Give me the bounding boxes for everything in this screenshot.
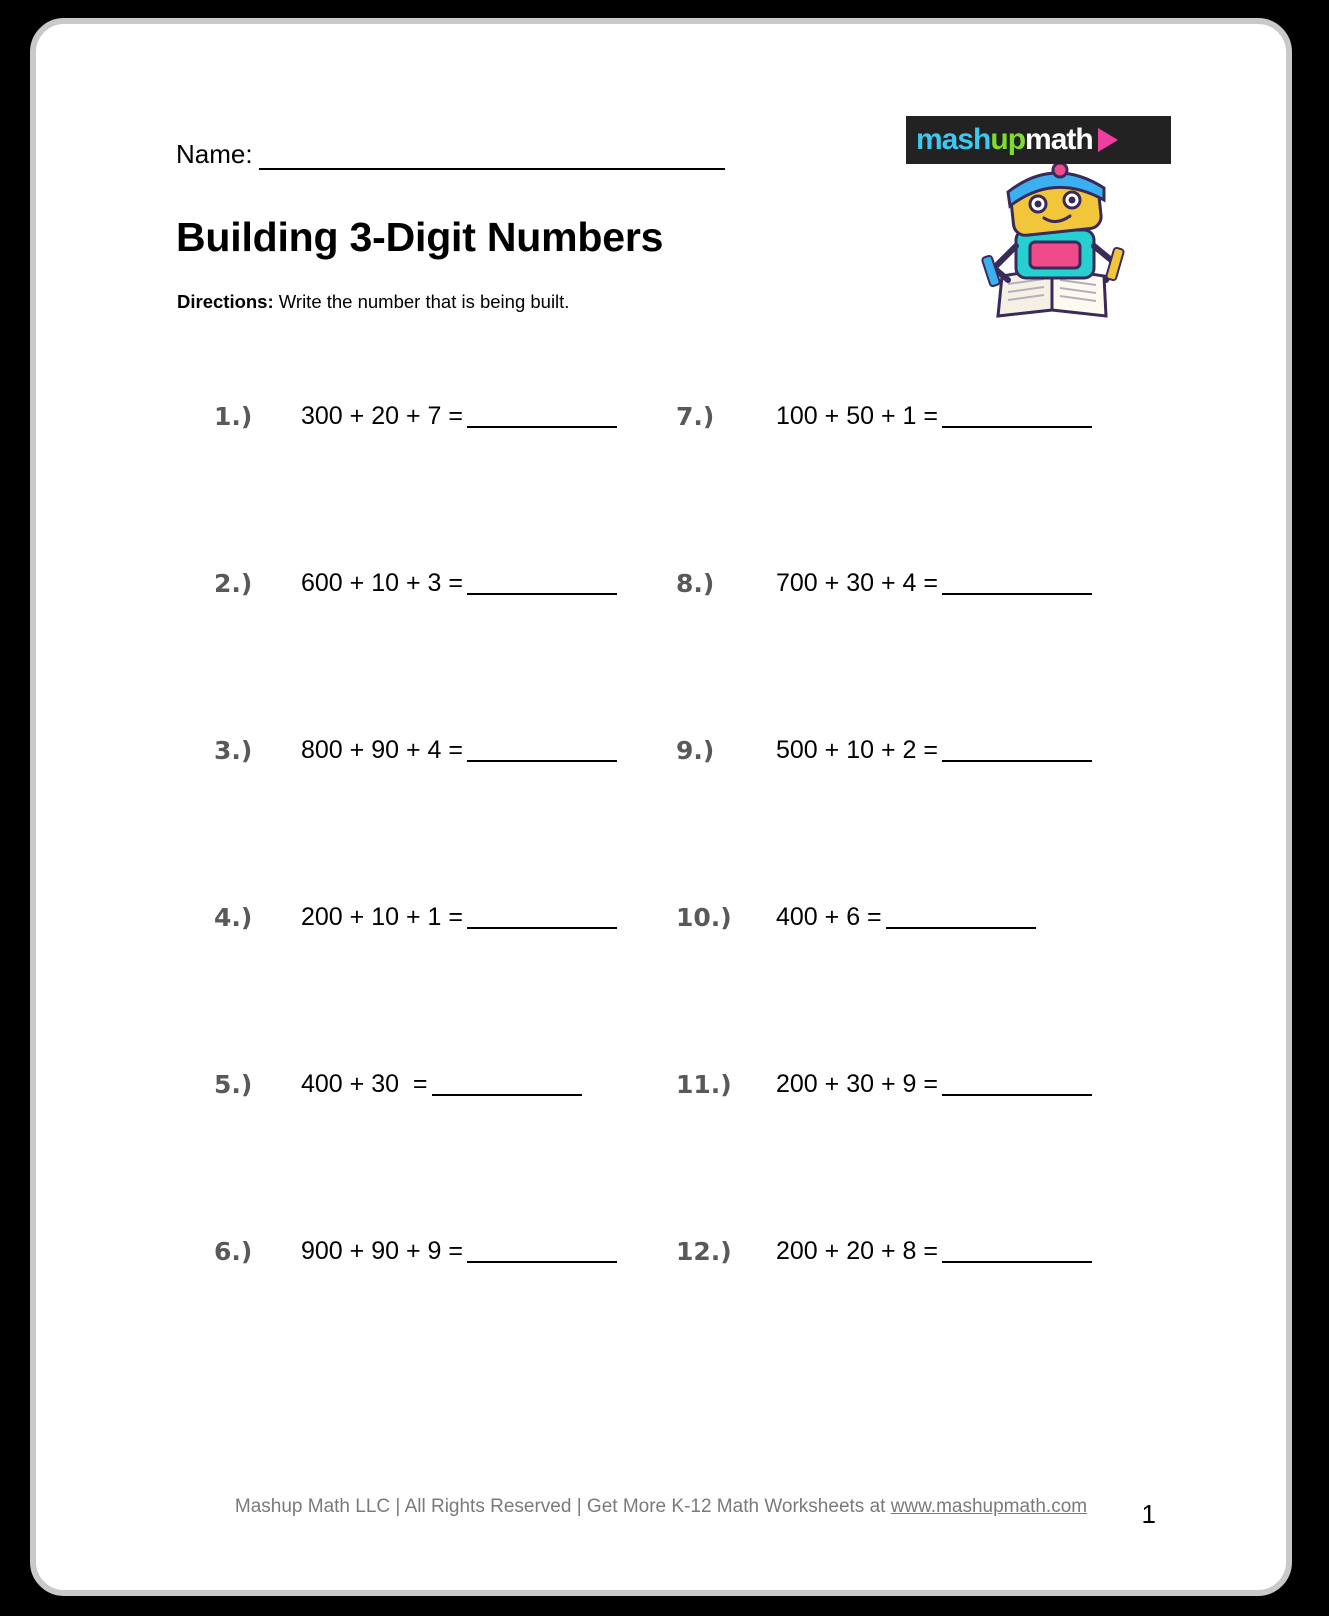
problem-item	[656, 1209, 1156, 1376]
answer-blank[interactable]	[467, 1239, 617, 1263]
problem-expression	[776, 736, 1092, 765]
problems-column-left	[186, 374, 656, 1376]
problem-expression	[776, 402, 1092, 431]
answer-blank[interactable]	[886, 905, 1036, 929]
worksheet-page	[30, 18, 1292, 1596]
problem-expression-text: 500 + 10 + 2 =	[776, 736, 938, 764]
problem-expression	[301, 1070, 582, 1099]
problem-number: 5.)	[214, 1070, 253, 1099]
problem-item	[186, 875, 656, 1042]
problem-expression	[301, 402, 617, 431]
footer-link[interactable]: www.mashupmath.com	[890, 1496, 1088, 1517]
answer-blank[interactable]	[467, 571, 617, 595]
answer-blank[interactable]	[942, 738, 1092, 762]
problem-number: 6.)	[214, 1237, 253, 1266]
footer-text: Mashup Math LLC | All Rights Reserved | Get More K-12 Math Worksheets at	[234, 1496, 891, 1517]
problem-expression-text: 300 + 20 + 7 =	[301, 402, 463, 430]
problem-expression-text: 200 + 10 + 1 =	[301, 903, 463, 931]
directions-text: Write the number that is being built.	[273, 291, 570, 312]
problem-item	[186, 1209, 656, 1376]
logo-text-mash: mash	[916, 123, 991, 156]
problem-number: 1.)	[214, 402, 253, 431]
problem-item	[186, 708, 656, 875]
problem-item	[656, 875, 1156, 1042]
answer-blank[interactable]	[942, 571, 1092, 595]
name-field-row	[176, 139, 725, 170]
name-input-line[interactable]	[259, 140, 725, 170]
robot-reading-book-icon	[964, 164, 1144, 324]
directions-label: Directions:	[177, 291, 274, 312]
problem-expression	[301, 736, 617, 765]
answer-blank[interactable]	[432, 1072, 582, 1096]
play-triangle-icon	[1098, 128, 1118, 152]
answer-blank[interactable]	[467, 905, 617, 929]
problem-expression-text: 400 + 6 =	[776, 903, 882, 931]
problem-item	[656, 374, 1156, 541]
problem-number: 10.)	[676, 903, 732, 932]
problem-expression-text: 200 + 20 + 8 =	[776, 1237, 938, 1265]
problem-expression	[776, 1070, 1092, 1099]
problem-expression-text: 700 + 30 + 4 =	[776, 569, 938, 597]
problem-expression-text: 400 + 30 =	[301, 1070, 428, 1098]
answer-blank[interactable]	[467, 738, 617, 762]
problem-expression	[301, 1237, 617, 1266]
problem-item	[186, 374, 656, 541]
problem-expression	[776, 903, 1036, 932]
brand-logo	[876, 116, 1176, 331]
logo-bar	[906, 116, 1171, 164]
problem-item	[656, 708, 1156, 875]
problem-expression-text: 600 + 10 + 3 =	[301, 569, 463, 597]
problem-number: 2.)	[214, 569, 253, 598]
problem-expression	[301, 569, 617, 598]
problem-expression	[776, 569, 1092, 598]
problem-item	[186, 1042, 656, 1209]
problem-number: 12.)	[676, 1237, 732, 1266]
problem-number: 7.)	[676, 402, 715, 431]
problem-expression	[301, 903, 617, 932]
logo-wordmark	[916, 125, 1093, 155]
worksheet-body	[36, 24, 1286, 1590]
logo-text-math: math	[1025, 123, 1093, 156]
problem-number: 3.)	[214, 736, 253, 765]
logo-text-up: up	[990, 123, 1026, 156]
problems-column-right	[656, 374, 1156, 1376]
page-number: 1	[1141, 1499, 1156, 1529]
directions	[177, 291, 569, 313]
problem-expression-text: 900 + 90 + 9 =	[301, 1237, 463, 1265]
problem-number: 9.)	[676, 736, 715, 765]
page-title: Building 3-Digit Numbers	[176, 214, 664, 260]
problem-number: 8.)	[676, 569, 715, 598]
problem-expression-text: 100 + 50 + 1 =	[776, 402, 938, 430]
answer-blank[interactable]	[942, 1239, 1092, 1263]
answer-blank[interactable]	[942, 404, 1092, 428]
name-label: Name:	[176, 139, 253, 169]
answer-blank[interactable]	[942, 1072, 1092, 1096]
problem-item	[656, 541, 1156, 708]
answer-blank[interactable]	[467, 404, 617, 428]
problem-expression	[776, 1237, 1092, 1266]
problem-item	[656, 1042, 1156, 1209]
problem-expression-text: 800 + 90 + 4 =	[301, 736, 463, 764]
footer	[36, 1496, 1286, 1518]
problem-number: 4.)	[214, 903, 253, 932]
problem-expression-text: 200 + 30 + 9 =	[776, 1070, 938, 1098]
problem-item	[186, 541, 656, 708]
problem-number: 11.)	[676, 1070, 732, 1099]
